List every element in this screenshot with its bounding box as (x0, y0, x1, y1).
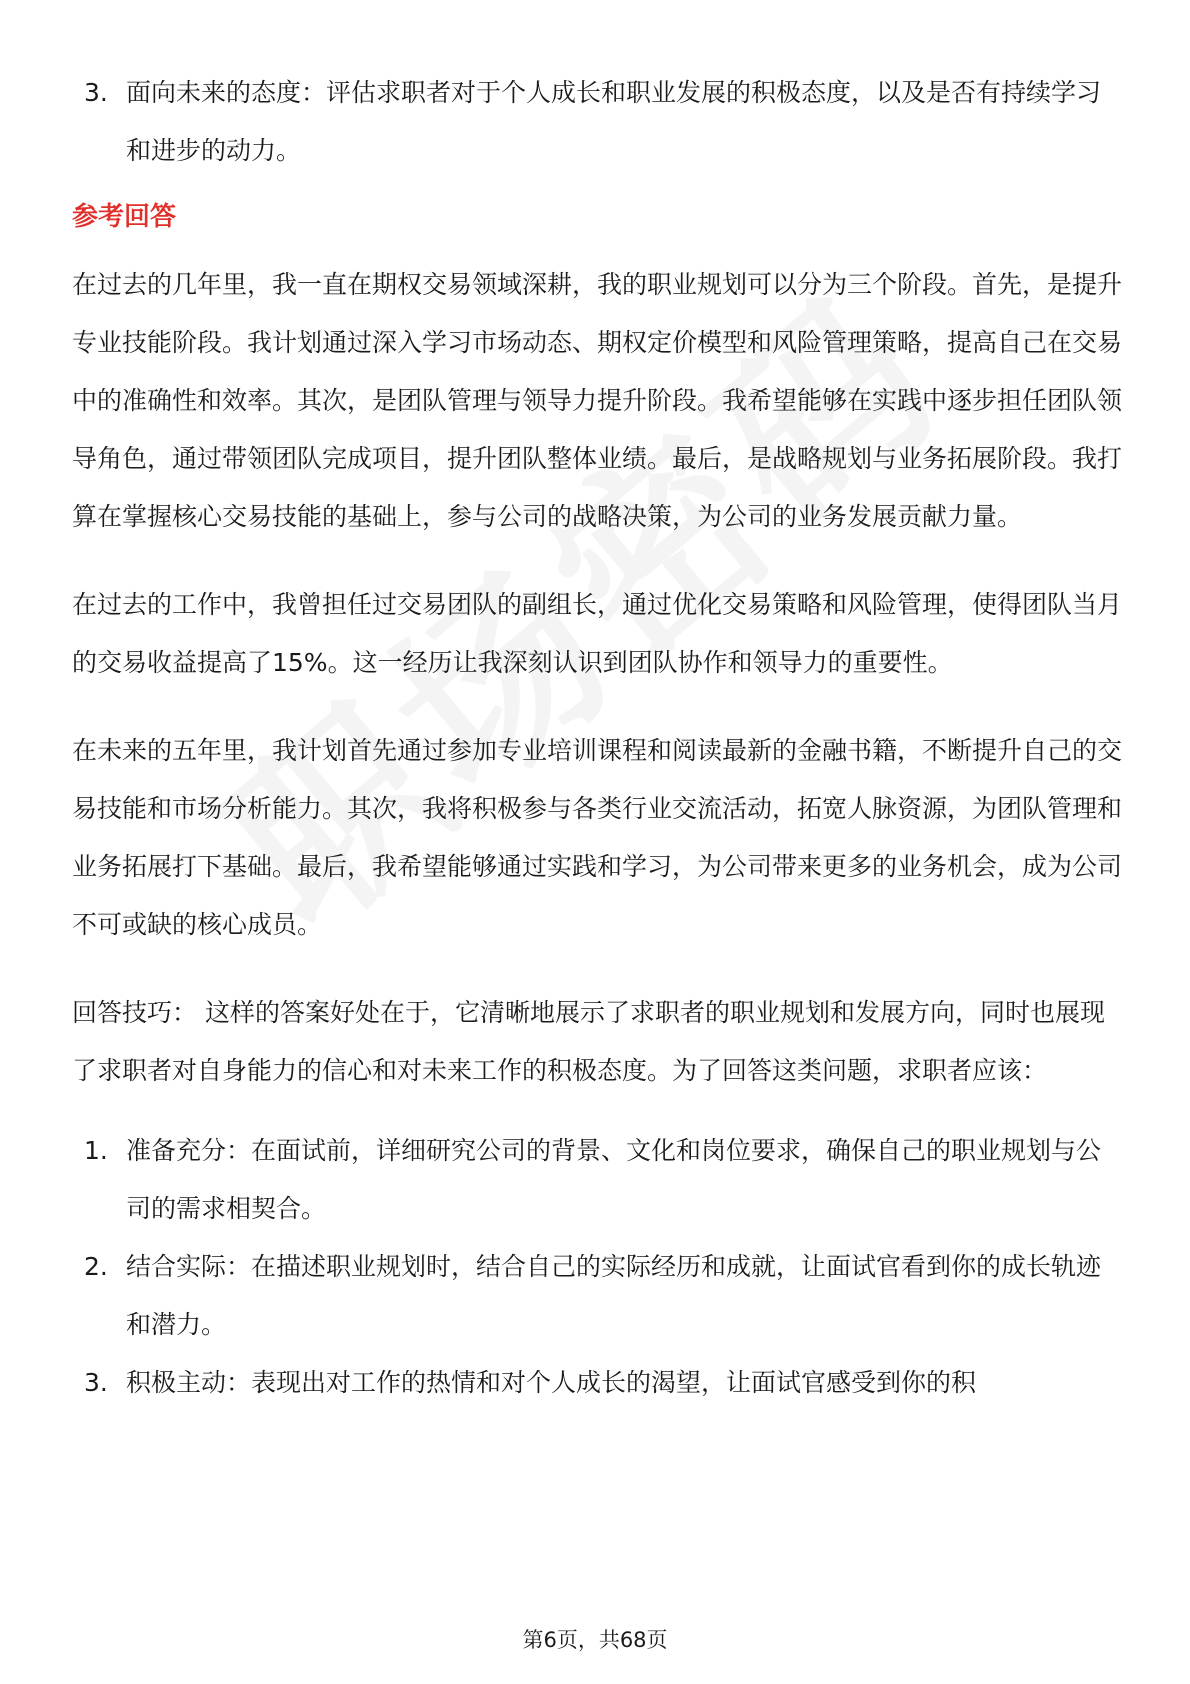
list-number: 2. (84, 1252, 108, 1281)
section-heading: 参考回答 (72, 202, 177, 232)
tips-intro: 回答技巧： 这样的答案好处在于，它清晰地展示了求职者的职业规划和发展方向，同时也展现了求职者对自身能力的信心和对未来工作的积极态度。为了回答这类问题，求职者应该： (72, 998, 1105, 1085)
list-number: 1. (84, 1136, 108, 1165)
answer-paragraph: 在过去的几年里，我一直在期权交易领域深耕，我的职业规划可以分为三个阶段。首先，是提升专业技能阶段。我计划通过深入学习市场动态、期权定价模型和风险管理策略，提高自己在交易中的准确性和效率。其次，是团队管理与领导力提升阶段。我希望能够在实践中逐步担任团队领导角色，通过带领团队完成项目，提升团队整体业绩。最后，是战略规划与业务拓展阶段。我打算在掌握核心交易技能的基础上，参与公司的战略决策，为公司的业务发展贡献力量。 (72, 270, 1123, 531)
list-text: 面向未来的态度：评估求职者对于个人成长和职业发展的积极态度，以及是否有持续学习和进步的动力。 (126, 78, 1102, 165)
list-number: 3. (84, 1368, 108, 1397)
list-text: 积极主动：表现出对工作的热情和对个人成长的渴望，让面试官感受到你的积 (126, 1368, 977, 1397)
list-text: 准备充分：在面试前，详细研究公司的背景、文化和岗位要求，确保自己的职业规划与公司的需求相契合。 (126, 1136, 1102, 1223)
page-content (72, 64, 1122, 1412)
list-item (72, 1238, 1122, 1354)
list-item (72, 1354, 1122, 1412)
answer-paragraph: 在过去的工作中，我曾担任过交易团队的副组长，通过优化交易策略和风险管理，使得团队当月的交易收益提高了15%。这一经历让我深刻认识到团队协作和领导力的重要性。 (72, 590, 1123, 677)
list-text: 结合实际：在描述职业规划时，结合自己的实际经历和成就，让面试官看到你的成长轨迹和潜力。 (126, 1252, 1102, 1339)
page-footer: 第6页，共68页 (522, 1628, 668, 1652)
answer-paragraph: 在未来的五年里，我计划首先通过参加专业培训课程和阅读最新的金融书籍，不断提升自己的交易技能和市场分析能力。其次，我将积极参与各类行业交流活动，拓宽人脉资源，为团队管理和业务拓展打下基础。最后，我希望能够通过实践和学习，为公司带来更多的业务机会，成为公司不可或缺的核心成员。 (72, 736, 1123, 939)
list-number: 3. (84, 78, 108, 107)
tips-list (72, 1122, 1122, 1412)
list-item (72, 64, 1122, 180)
list-item (72, 1122, 1122, 1238)
criteria-list (72, 64, 1122, 180)
